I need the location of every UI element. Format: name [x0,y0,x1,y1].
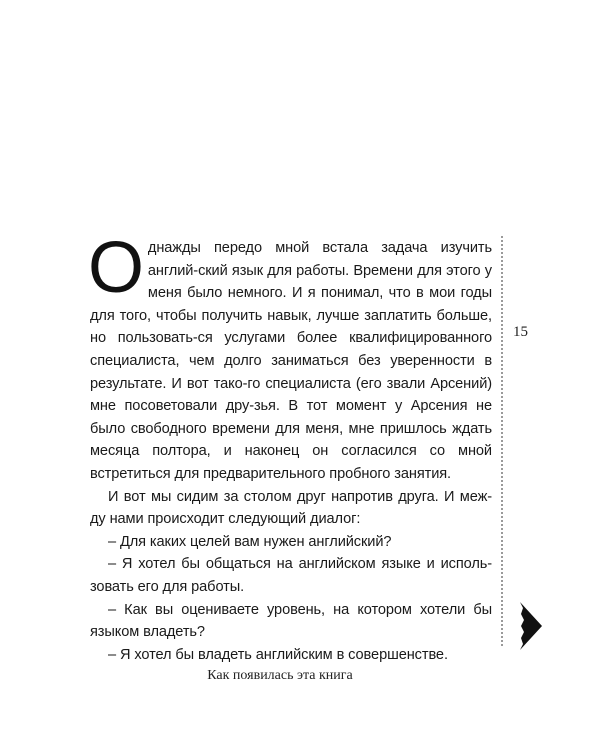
drop-cap: О [88,228,144,308]
dialog-line: – Я хотел бы общаться на английском языке и исполь-зовать его для работы. [90,556,492,595]
first-paragraph-text: днажды передо мной встала задача изучить англий-ский язык для работы. Времени для этого у меня было немного. И я понимал, что в мои годы для того, чтобы получить навык, лучше заплатить больше, но пользовать-ся услугами более квалифицированного специалиста, чем долго заниматься без уверенности в результате. И вот тако-го специалиста (его звали Арсений) мне посоветовали дру-зья. В тот момент у Арсения не было свободного времени для меня, мне пришлось ждать месяца полтора, и наконец он согласился со мной встретиться для предварительного пробного занятия. [90,240,492,482]
body-text [88,228,492,666]
dialog-line: – Как вы оцениваете уровень, на котором хотели бы языком владеть? [90,601,492,641]
paragraph: И вот мы сидим за столом друг напротив друга. И меж-ду нами происходит следующий диалог: [90,488,492,528]
dialog-line: – Для каких целей вам нужен английский? [108,533,392,550]
margin-dotted-rule [501,236,503,646]
page-number: 15 [513,324,528,340]
dialog-line: – Я хотел бы владеть английским в совершенстве. [108,646,448,663]
arrow-right-icon [518,600,544,657]
first-paragraph [88,228,492,486]
running-footer: Как появилась эта книга [207,668,353,683]
